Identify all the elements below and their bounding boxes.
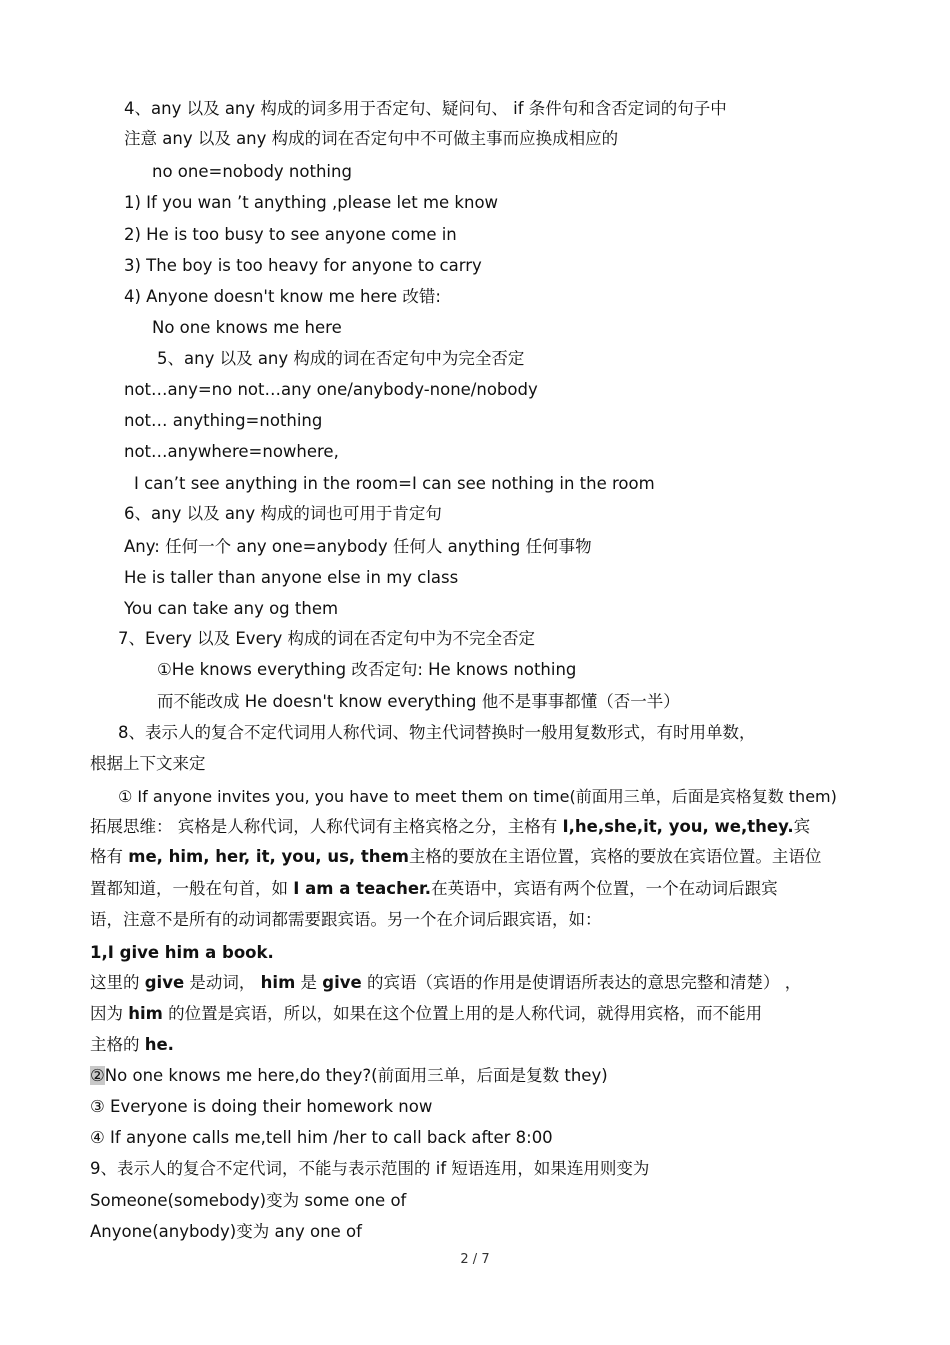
- list-item: ④ If anyone calls me,tell him /her to call back after 8:00: [90, 1128, 553, 1147]
- text-span: 主格的: [90, 1035, 145, 1054]
- text-line: [90, 878, 778, 900]
- text-span: 是动词，: [184, 973, 261, 992]
- section-heading: 8、表示人的复合不定代词用人称代词、物主代词替换时一般用复数形式，有时用单数，: [118, 723, 756, 742]
- list-item: 4) Anyone doesn't know me here 改错:: [124, 287, 441, 306]
- section-heading: 9、表示人的复合不定代词，不能与表示范围的 if 短语连用，如果连用则变为: [90, 1159, 650, 1178]
- bold-span: him: [260, 973, 296, 992]
- text-span: 置都知道，一般在句首，如: [90, 879, 294, 898]
- bold-span: I am a teacher.: [293, 879, 432, 898]
- page-number: 2 / 7: [460, 1252, 490, 1267]
- text-span: 这里的: [90, 973, 145, 992]
- list-item: ③ Everyone is doing their homework now: [90, 1097, 433, 1116]
- text-span: 主格的要放在主语位置，宾格的要放在宾语位置。主语位: [408, 847, 822, 866]
- section-heading: 7、Every 以及 Every 构成的词在否定句中为不完全否定: [118, 629, 536, 648]
- bold-span: give: [322, 973, 362, 992]
- text-line: [90, 1034, 174, 1056]
- text-span: 在英语中，宾语有两个位置，一个在动词后跟宾: [431, 879, 778, 898]
- text-line: Any: 任何一个 any one=anybody 任何人 anything 任何事物: [124, 537, 592, 556]
- text-line: [90, 1003, 762, 1025]
- section-heading: 6、any 以及 any 构成的词也可用于肯定句: [124, 504, 442, 523]
- bold-span: give: [144, 973, 185, 992]
- text-line: [90, 816, 810, 838]
- text-span: No one knows me here,do they?(前面用三单，后面是复数 they): [104, 1066, 608, 1085]
- text-line: 4、any 以及 any 构成的词多用于否定句、疑问句、 if 条件句和含否定词的句子中: [124, 99, 727, 118]
- list-item: 3) The boy is too heavy for anyone to carry: [124, 256, 482, 275]
- text-line: ①He knows everything 改否定句: He knows nothing: [157, 660, 577, 679]
- highlighted-marker: ②: [90, 1066, 105, 1085]
- text-line: no one=nobody nothing: [152, 162, 352, 181]
- text-line: Anyone(anybody)变为 any one of: [90, 1222, 362, 1241]
- bold-span: I,he,she,it, you, we,they.: [562, 817, 794, 836]
- list-item: 1) If you wan ’t anything ,please let me know: [124, 193, 499, 212]
- text-span: 宾: [793, 817, 811, 836]
- text-span: 格有: [90, 847, 129, 866]
- list-item: 2) He is too busy to see anyone come in: [124, 225, 457, 244]
- text-line: not…any=no not…any one/anybody-none/nobody: [124, 380, 538, 399]
- text-span: 拓展思维： 宾格是人称代词，人称代词有主格宾格之分，主格有: [90, 817, 563, 836]
- text-span: 的宾语（宾语的作用是使谓语所表达的意思完整和清楚） ，: [361, 973, 802, 992]
- text-span: 是: [295, 973, 323, 992]
- list-item: [90, 1065, 608, 1087]
- text-line: No one knows me here: [152, 318, 342, 337]
- text-span: 因为: [90, 1004, 129, 1023]
- text-line: He is taller than anyone else in my class: [124, 568, 459, 587]
- text-line: 而不能改成 He doesn't know everything 他不是事事都懂（否一半）: [157, 692, 680, 711]
- bold-span: me, him, her, it, you, us, them: [128, 847, 409, 866]
- text-line: Someone(somebody)变为 some one of: [90, 1191, 407, 1210]
- example-sentence: 1,I give him a book.: [90, 943, 274, 962]
- text-line: 根据上下文来定: [90, 754, 206, 773]
- text-span: 的位置是宾语，所以，如果在这个位置上用的是人称代词，就得用宾格，而不能用: [162, 1004, 763, 1023]
- bold-span: he.: [144, 1035, 174, 1054]
- text-line: 注意 any 以及 any 构成的词在否定句中不可做主事而应换成相应的: [124, 129, 619, 148]
- text-line: not… anything=nothing: [124, 411, 323, 430]
- text-line: 语，注意不是所有的动词都需要跟宾语。另一个在介词后跟宾语，如：: [90, 910, 602, 929]
- text-line: I can’t see anything in the room=I can see nothing in the room: [134, 474, 655, 493]
- text-line: [90, 846, 821, 868]
- list-item: ① If anyone invites you, you have to meet them on time(前面用三单，后面是宾格复数 them): [118, 787, 837, 806]
- bold-span: him: [128, 1004, 163, 1023]
- text-line: not…anywhere=nowhere,: [124, 442, 339, 461]
- text-line: [90, 972, 801, 994]
- text-line: You can take any og them: [124, 599, 339, 618]
- section-heading: 5、any 以及 any 构成的词在否定句中为完全否定: [157, 349, 525, 368]
